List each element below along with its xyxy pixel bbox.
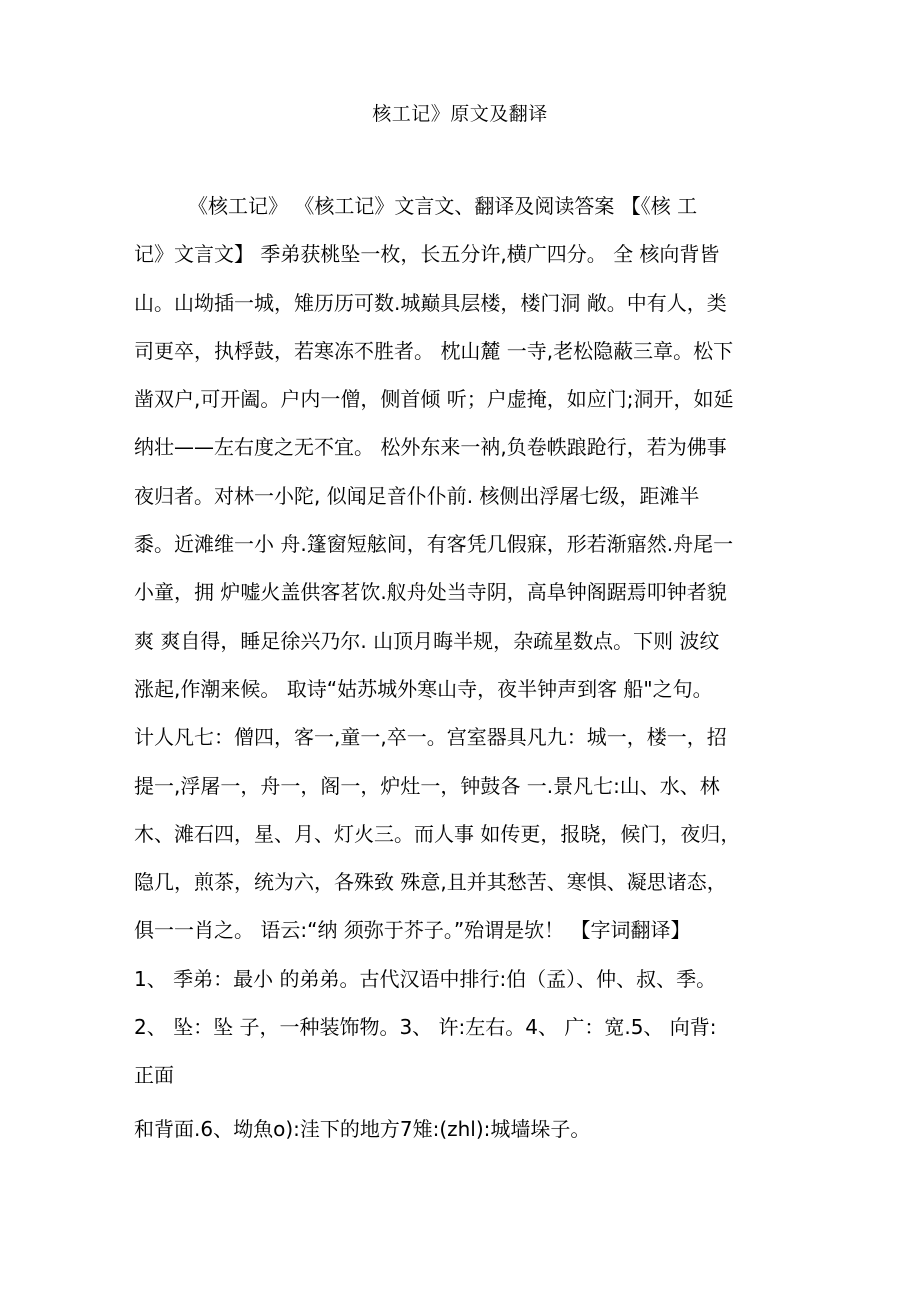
text-line: 涨起,作潮来候。 取诗“姑苏城外寒山寺，夜半钟声到客 船"之句。 [134,676,713,701]
text-line: 记》文言文】 季弟获桃坠一枚，长五分许,横广四分。 全 核向背皆 [134,242,720,267]
document-title: 核工记》原文及翻译 [372,103,548,125]
text-line: 和背面.6、坳魚o):洼下的地方7雉:(zhl):城墙垛子。 [134,1117,591,1142]
document-body [134,186,814,1158]
text-line: 俱一一肖之。 语云:“纳 须弥于芥子。”殆谓是欤！ 【字词翻译】 [134,918,691,943]
text-line: 小童，拥 炉嘘火盖供客茗饮.舣舟处当寺阴，高阜钟阁踞焉叩钟者貌 [134,580,727,605]
text-line: 爽 爽自得，睡足徐兴乃尔. 山顶月晦半规，杂疏星数点。下则 波纹 [134,628,720,653]
text-line: 计人凡七：僧四，客一,童一,卒一。宫室器具凡九：城一，楼一，招 [134,725,727,750]
text-line: 《核工记》 《核工记》文言文、翻译及阅读答案 【《核 工 [188,194,698,218]
text-line: 2、 坠：坠 子，一种装饰物。3、 许:左右。4、 广：宽.5、 向背: [134,1015,717,1040]
text-line: 纳壮——左右度之无不宜。 松外东来一衲,负卷帙踉跄行，若为佛事 [134,435,727,460]
text-line: 提一,浮屠一，舟一，阁一，炉灶一，钟鼓各 一.景凡七:山、水、林 [134,773,720,798]
text-line: 凿双户,可开阖。户内一僧，侧首倾 听；户虚掩，如应门;洞开，如延 [134,387,734,412]
text-line: 1、 季弟：最小 的弟弟。古代汉语中排行:伯（孟）、仲、叔、季。 [134,966,717,991]
text-line: 木、滩石四，星、月、灯火三。而人事 如传更，报晓，候门，夜归， [134,821,741,846]
text-line: 山。山坳插一城，雉历历可数.城巅具层楼，楼门洞 敞。中有人，类 [134,290,727,315]
text-line: 正面 [134,1063,174,1088]
text-line: 司更卒，执桴鼓，若寒冻不胜者。 枕山麓 一寺,老松隐蔽三章。松下 [134,338,734,363]
text-line: 隐几，煎茶，统为六，各殊致 殊意,且并其愁苦、寒惧、凝思诸态， [134,870,727,895]
text-line: 黍。近滩维一小 舟.篷窗短舷间，有客凭几假寐，形若渐寤然.舟尾一 [134,532,734,557]
text-line: 夜归者。对林一小陀, 似闻足音仆仆前. 核侧出浮屠七级，距滩半 [134,483,700,508]
